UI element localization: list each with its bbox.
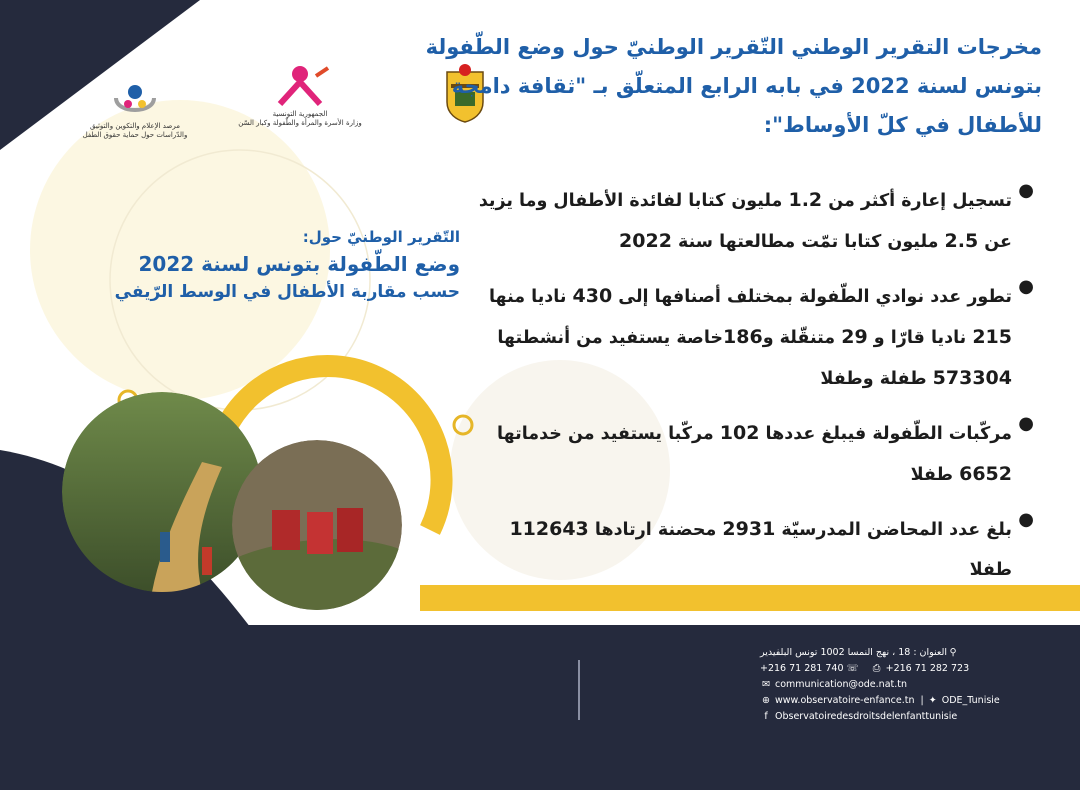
fax-text: +216 71 282 723 <box>885 663 970 674</box>
page-title <box>425 28 1042 145</box>
ministry-label-line1: الجمهورية التونسية <box>272 110 328 118</box>
title-line: بتونس لسنة 2022 في بابه الرابع المتعلّق بـ "ثقافة دامجة <box>451 74 1042 98</box>
fax-icon: ⎙ <box>872 663 881 674</box>
vertical-credit-mark <box>574 660 586 720</box>
children-path-photo <box>62 392 262 592</box>
list-item-line: 6652 طفلا <box>910 463 1012 485</box>
list-item <box>472 509 1034 590</box>
email-icon: ✉ <box>762 679 770 690</box>
observatory-logo <box>75 78 195 140</box>
facebook-link[interactable]: Observatoiredesdroitsdelenfanttunisie <box>775 711 958 722</box>
list-item-line: بلغ عدد المحاضن المدرسيّة 2931 محضنة ارتادها 112643 <box>509 518 1012 540</box>
bullet-dot: ● <box>1018 180 1034 201</box>
list-item-line: طفلا <box>969 560 1012 580</box>
phone-row <box>760 661 1000 677</box>
list-item-line: عن 2.5 مليون كتابا تمّت مطالعتها سنة 2022 <box>619 230 1012 252</box>
address-row <box>760 645 1000 661</box>
list-item <box>472 276 1034 399</box>
ministry-logo-icon <box>270 62 330 106</box>
observatory-label-line2: والدّراسات حول حماية حقوق الطفل <box>82 131 188 139</box>
globe-icon: ⊕ <box>762 695 770 706</box>
list-item-line: تطور عدد نوادي الطّفولة بمختلف أصنافها إلى 430 ناديا منها <box>488 285 1012 307</box>
schoolchildren-photo <box>232 440 402 610</box>
list-item <box>472 180 1034 262</box>
email-link[interactable]: communication@ode.nat.tn <box>775 679 908 690</box>
bullet-dot: ● <box>1018 276 1034 297</box>
list-item-line: 573304 طفلة وطفلا <box>820 367 1012 389</box>
title-line: للأطفال في كلّ الأوساط": <box>763 113 1042 137</box>
list-item-line: تسجيل إعارة أكثر من 1.2 مليون كتابا لفائدة الأطفال وما يزيد <box>478 189 1012 211</box>
twitter-icon: ✦ <box>928 695 937 706</box>
twitter-link[interactable]: ODE_Tunisie <box>941 695 1000 706</box>
bullet-dot: ● <box>1018 509 1034 530</box>
observatory-label-line1: مرصد الإعلام والتكوين والتوثيق <box>90 122 180 130</box>
contact-info <box>760 645 1000 725</box>
list-item-line: 215 ناديا قارّا و 29 متنقّلة و186خاصة يستفيد من أنشطتها <box>497 326 1012 348</box>
web-row: ⊕ www.observatoire-enfance.tn | ✦ ODE_Tunisie <box>760 693 1000 709</box>
bullet-dot: ● <box>1018 413 1034 434</box>
report-heading-line2: حسب مقاربة الأطفال في الوسط الرّيفي <box>114 282 460 302</box>
observatory-logo-icon <box>110 78 160 118</box>
website-link[interactable]: www.observatoire-enfance.tn <box>775 695 915 706</box>
phone-icon: ☏ <box>846 663 859 674</box>
facebook-row <box>760 709 1000 725</box>
list-item <box>472 413 1034 495</box>
ministry-logo <box>225 62 375 128</box>
title-line: مخرجات التقرير الوطني التّقرير الوطنيّ حول وضع الطّفولة <box>425 35 1042 59</box>
report-heading <box>90 228 460 302</box>
report-heading-sub: التّقرير الوطنيّ حول: <box>302 228 460 246</box>
report-heading-line1: وضع الطّفولة بتونس لسنة 2022 <box>138 252 460 276</box>
list-item-line: مركّبات الطّفولة فيبلغ عددها 102 مركّبا يستفيد من خدماتها <box>497 422 1012 444</box>
phone-text: +216 71 281 740 <box>760 663 844 674</box>
email-row <box>760 677 1000 693</box>
facebook-icon: f <box>764 711 768 722</box>
ministry-label-line2: وزارة الأسرة والمرأة والطّفولة وكبار السّن <box>238 119 362 127</box>
address-text: العنوان : 18 ، نهج النمسا 1002 تونس البلفيدير <box>760 647 948 658</box>
findings-list <box>472 180 1034 590</box>
location-icon: ⚲ <box>949 647 957 658</box>
